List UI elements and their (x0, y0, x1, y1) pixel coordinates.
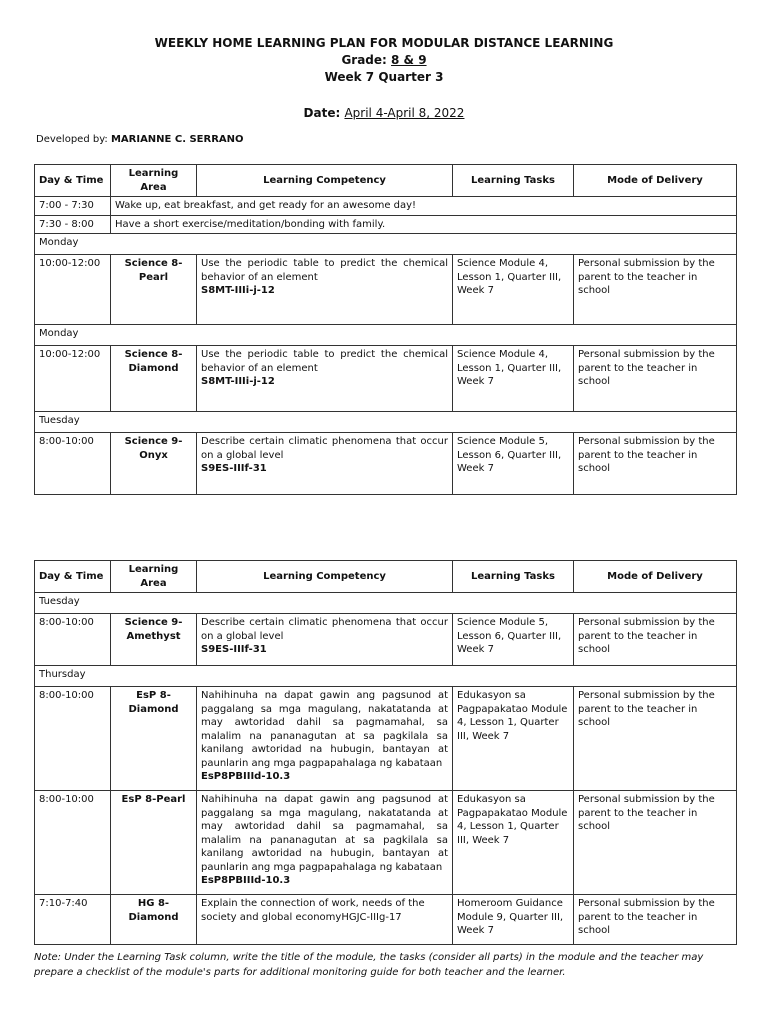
col-learning-competency: Learning Competency (197, 561, 453, 593)
competency-code: EsP8PBIIId-10.3 (201, 771, 291, 782)
competency-cell (197, 346, 453, 412)
col-day-time: Day & Time (35, 561, 111, 593)
competency-text: Nahihinuha na dapat gawin ang pagsunod at paggalang sa mga magulang, nakatatanda at may awtoridad dahil sa pagmamahal, sa malalim na pananagutan at sa pagkilala sa kanilang awtoridad na hubugin, bantayan at paunlarin ang mga pagpapahalaga ng kabataan (201, 690, 448, 769)
table-row (35, 895, 737, 945)
day-row (35, 412, 737, 433)
time-cell: 10:00-12:00 (35, 255, 111, 325)
learning-task-cell: Science Module 4, Lesson 1, Quarter III, Week 7 (453, 255, 574, 325)
plan-table-1 (34, 164, 737, 495)
learning-task-cell: Edukasyon sa Pagpapakatao Module 4, Lesson 1, Quarter III, Week 7 (453, 687, 574, 791)
table-row (35, 255, 737, 325)
time-cell: 10:00-12:00 (35, 346, 111, 412)
learning-area-cell: EsP 8-Pearl (111, 791, 197, 895)
table-row (35, 791, 737, 895)
day-row (35, 593, 737, 614)
day-label: Thursday (35, 666, 737, 687)
day-label: Monday (35, 234, 737, 255)
time-cell: 8:00-10:00 (35, 433, 111, 495)
learning-task-cell: Edukasyon sa Pagpapakatao Module 4, Lesson 1, Quarter III, Week 7 (453, 791, 574, 895)
competency-code: HGJC-IIIg-17 (341, 911, 402, 923)
header-row (35, 561, 737, 593)
delivery-mode-cell: Personal submission by the parent to the teacher in school (574, 433, 737, 495)
competency-code: S9ES-IIIf-31 (201, 463, 267, 474)
grade-value: 8 & 9 (391, 53, 427, 67)
learning-task-cell: Homeroom Guidance Module 9, Quarter III, Week 7 (453, 895, 574, 945)
competency-code: EsP8PBIIId-10.3 (201, 875, 291, 886)
header-row (35, 165, 737, 197)
competency-code: S8MT-IIIi-j-12 (201, 285, 275, 296)
time-cell: 7:10-7:40 (35, 895, 111, 945)
day-row (35, 666, 737, 687)
table-row (35, 433, 737, 495)
footnote: Note: Under the Learning Task column, write the title of the module, the tasks (consider all parts) in the module and the teacher may prepare a checklist of the module's parts for additional monitoring guide for both teacher and the learner. (34, 952, 704, 978)
learning-task-cell: Science Module 4, Lesson 1, Quarter III, Week 7 (453, 346, 574, 412)
competency-cell (197, 687, 453, 791)
delivery-mode-cell: Personal submission by the parent to the teacher in school (574, 687, 737, 791)
competency-cell (197, 433, 453, 495)
col-learning-area: Learning Area (111, 165, 197, 197)
time-cell: 8:00-10:00 (35, 687, 111, 791)
day-row (35, 325, 737, 346)
routine-row (35, 197, 737, 216)
date-label: Date: (303, 106, 341, 120)
col-learning-tasks: Learning Tasks (453, 165, 574, 197)
day-label: Monday (35, 325, 737, 346)
routine-row (35, 215, 737, 234)
delivery-mode-cell: Personal submission by the parent to the teacher in school (574, 255, 737, 325)
developer-line (36, 134, 244, 145)
grade-label: Grade: (341, 53, 387, 67)
competency-text: Describe certain climatic phenomena that occur on a global level (201, 617, 448, 642)
day-label: Tuesday (35, 412, 737, 433)
learning-task-cell: Science Module 5, Lesson 6, Quarter III, Week 7 (453, 614, 574, 666)
col-learning-area: Learning Area (111, 561, 197, 593)
plan-table-2 (34, 560, 737, 945)
competency-text: Nahihinuha na dapat gawin ang pagsunod at paggalang sa mga magulang, nakatatanda at may awtoridad dahil sa pagmamahal, sa malalim na pananagutan at sa pagkilala sa kanilang awtoridad na hubugin, bantayan at paunlarin ang mga pagpapahalaga ng kabataan (201, 794, 448, 873)
competency-cell (197, 255, 453, 325)
day-label: Tuesday (35, 593, 737, 614)
col-mode-of-delivery: Mode of Delivery (574, 561, 737, 593)
table-row (35, 346, 737, 412)
learning-area-cell: Science 8-Pearl (111, 255, 197, 325)
learning-area-cell: Science 8-Diamond (111, 346, 197, 412)
learning-area-cell: EsP 8-Diamond (111, 687, 197, 791)
table-row (35, 614, 737, 666)
delivery-mode-cell: Personal submission by the parent to the teacher in school (574, 791, 737, 895)
competency-cell (197, 614, 453, 666)
learning-task-cell: Science Module 5, Lesson 6, Quarter III, Week 7 (453, 433, 574, 495)
col-day-time: Day & Time (35, 165, 111, 197)
document-title: WEEKLY HOME LEARNING PLAN FOR MODULAR DISTANCE LEARNING (154, 36, 614, 50)
col-mode-of-delivery: Mode of Delivery (574, 165, 737, 197)
competency-text: Describe certain climatic phenomena that occur on a global level (201, 436, 448, 461)
competency-cell (197, 791, 453, 895)
time-cell: 7:00 - 7:30 (35, 197, 111, 216)
date-value: April 4-April 8, 2022 (344, 106, 465, 120)
learning-area-cell: Science 9-Amethyst (111, 614, 197, 666)
competency-text: Use the periodic table to predict the chemical behavior of an element (201, 258, 448, 283)
competency-text: Use the periodic table to predict the chemical behavior of an element (201, 349, 448, 374)
learning-area-cell: Science 9-Onyx (111, 433, 197, 495)
developer-name: MARIANNE C. SERRANO (110, 134, 244, 145)
time-cell: 8:00-10:00 (35, 791, 111, 895)
grade-line (0, 53, 768, 67)
routine-text: Wake up, eat breakfast, and get ready for an awesome day! (111, 197, 737, 216)
time-cell: 7:30 - 8:00 (35, 215, 111, 234)
routine-text: Have a short exercise/meditation/bonding with family. (111, 215, 737, 234)
table-row (35, 687, 737, 791)
developer-label: Developed by: (36, 134, 108, 145)
learning-area-cell: HG 8-Diamond (111, 895, 197, 945)
delivery-mode-cell: Personal submission by the parent to the teacher in school (574, 895, 737, 945)
col-learning-competency: Learning Competency (197, 165, 453, 197)
competency-text: Explain the connection of work, needs of the society and global economy (201, 898, 425, 923)
date-line (0, 106, 768, 120)
delivery-mode-cell: Personal submission by the parent to the teacher in school (574, 346, 737, 412)
competency-code: S9ES-IIIf-31 (201, 644, 267, 655)
competency-code: S8MT-IIIi-j-12 (201, 376, 275, 387)
competency-cell (197, 895, 453, 945)
time-cell: 8:00-10:00 (35, 614, 111, 666)
delivery-mode-cell: Personal submission by the parent to the teacher in school (574, 614, 737, 666)
col-learning-tasks: Learning Tasks (453, 561, 574, 593)
day-row (35, 234, 737, 255)
week-quarter: Week 7 Quarter 3 (324, 70, 444, 84)
